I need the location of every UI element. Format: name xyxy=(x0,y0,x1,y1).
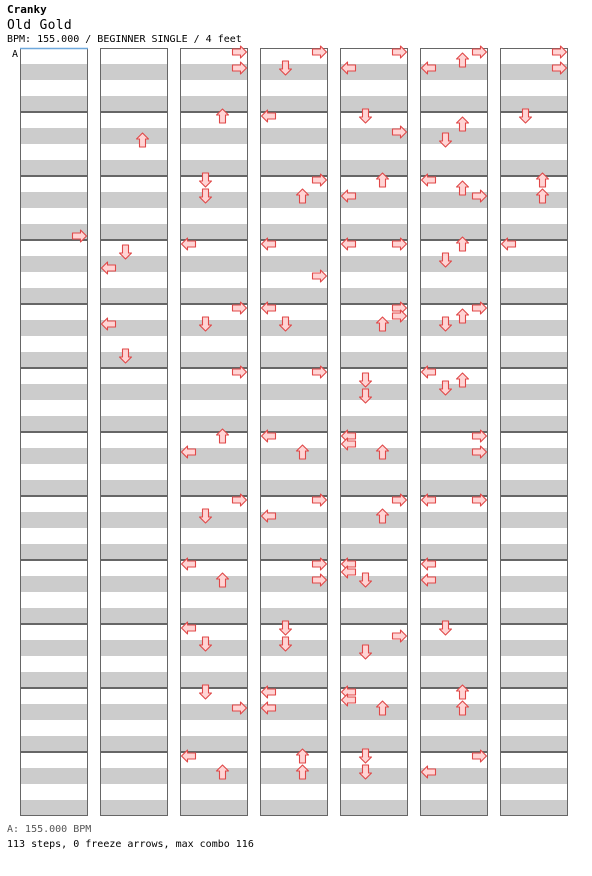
beat-stripe xyxy=(100,576,168,592)
beat-stripe xyxy=(260,800,328,816)
beat-stripe xyxy=(420,288,488,304)
beat-stripe xyxy=(500,640,568,656)
beat-stripe xyxy=(340,544,408,560)
beat-stripe xyxy=(20,384,88,400)
beat-stripe xyxy=(500,480,568,496)
beat-stripe xyxy=(100,608,168,624)
beat-stripe xyxy=(420,800,488,816)
beat-stripe xyxy=(500,224,568,240)
beat-stripe xyxy=(100,704,168,720)
beat-stripe xyxy=(500,544,568,560)
beat-stripe xyxy=(20,320,88,336)
beat-stripe xyxy=(420,96,488,112)
beat-stripe xyxy=(420,384,488,400)
beat-stripe xyxy=(420,320,488,336)
beat-stripe xyxy=(20,800,88,816)
beat-stripe xyxy=(260,736,328,752)
beat-stripe xyxy=(340,480,408,496)
chart-column xyxy=(20,48,88,816)
beat-stripe xyxy=(260,768,328,784)
beat-stripe xyxy=(420,256,488,272)
beat-stripe xyxy=(20,736,88,752)
beat-stripe xyxy=(420,480,488,496)
beat-stripe xyxy=(500,736,568,752)
chart-column xyxy=(180,48,248,816)
beat-stripe xyxy=(500,288,568,304)
beat-stripe xyxy=(20,704,88,720)
beat-stripe xyxy=(340,672,408,688)
beat-stripe xyxy=(420,736,488,752)
beat-stripe xyxy=(20,192,88,208)
beat-stripe xyxy=(20,352,88,368)
beat-stripe xyxy=(180,480,248,496)
chart-column xyxy=(100,48,168,816)
beat-stripe xyxy=(260,448,328,464)
beat-stripe xyxy=(500,608,568,624)
beat-stripe xyxy=(420,544,488,560)
beat-stripe xyxy=(500,320,568,336)
beat-stripe xyxy=(100,512,168,528)
beat-stripe xyxy=(20,160,88,176)
artist-name: Cranky xyxy=(7,3,47,16)
beat-stripe xyxy=(260,128,328,144)
beat-stripe xyxy=(260,64,328,80)
beat-stripe xyxy=(100,768,168,784)
beat-stripe xyxy=(20,288,88,304)
beat-stripe xyxy=(20,672,88,688)
beat-stripe xyxy=(260,416,328,432)
beat-stripe xyxy=(420,608,488,624)
beat-stripe xyxy=(20,576,88,592)
beat-stripe xyxy=(420,416,488,432)
beat-stripe xyxy=(20,608,88,624)
beat-stripe xyxy=(260,352,328,368)
beat-stripe xyxy=(100,480,168,496)
chart-column xyxy=(260,48,328,816)
beat-stripe xyxy=(100,384,168,400)
beat-stripe xyxy=(20,416,88,432)
beat-stripe xyxy=(260,608,328,624)
beat-stripe xyxy=(340,768,408,784)
beat-stripe xyxy=(180,288,248,304)
beat-stripe xyxy=(260,544,328,560)
beat-stripe xyxy=(100,160,168,176)
beat-stripe xyxy=(500,512,568,528)
beat-stripe xyxy=(500,800,568,816)
chart-column xyxy=(420,48,488,816)
beat-stripe xyxy=(500,352,568,368)
beat-stripe xyxy=(180,160,248,176)
beat-stripe xyxy=(260,384,328,400)
beat-stripe xyxy=(260,192,328,208)
beat-stripe xyxy=(260,96,328,112)
beat-stripe xyxy=(340,352,408,368)
beat-stripe xyxy=(100,96,168,112)
beat-stripe xyxy=(20,64,88,80)
beat-stripe xyxy=(20,512,88,528)
beat-stripe xyxy=(180,736,248,752)
beat-stripe xyxy=(260,288,328,304)
beat-stripe xyxy=(340,736,408,752)
beat-stripe xyxy=(420,672,488,688)
beat-stripe xyxy=(20,768,88,784)
beat-stripe xyxy=(340,384,408,400)
beat-stripe xyxy=(180,512,248,528)
beat-stripe xyxy=(180,608,248,624)
beat-stripe xyxy=(500,192,568,208)
beat-stripe xyxy=(340,160,408,176)
beat-stripe xyxy=(340,256,408,272)
beat-stripe xyxy=(500,96,568,112)
beat-stripe xyxy=(180,128,248,144)
beat-stripe xyxy=(340,320,408,336)
beat-stripe xyxy=(20,256,88,272)
beat-stripe xyxy=(180,768,248,784)
beat-stripe xyxy=(340,224,408,240)
beat-stripe xyxy=(100,544,168,560)
beat-stripe xyxy=(420,704,488,720)
beat-stripe xyxy=(260,672,328,688)
beat-stripe xyxy=(340,416,408,432)
beat-stripe xyxy=(340,704,408,720)
beat-stripe xyxy=(180,96,248,112)
beat-stripe xyxy=(500,672,568,688)
beat-stripe xyxy=(420,640,488,656)
beat-stripe xyxy=(100,352,168,368)
beat-stripe xyxy=(340,448,408,464)
beat-stripe xyxy=(20,544,88,560)
beat-stripe xyxy=(180,224,248,240)
chart-summary: 113 steps, 0 freeze arrows, max combo 116 xyxy=(7,839,254,850)
beat-stripe xyxy=(100,64,168,80)
beat-stripe xyxy=(180,352,248,368)
beat-stripe xyxy=(180,544,248,560)
beat-stripe xyxy=(100,416,168,432)
beat-stripe xyxy=(100,224,168,240)
beat-stripe xyxy=(500,128,568,144)
beat-stripe xyxy=(100,448,168,464)
beat-stripe xyxy=(340,608,408,624)
beat-stripe xyxy=(340,800,408,816)
beat-stripe xyxy=(180,800,248,816)
beat-stripe xyxy=(340,512,408,528)
beat-stripe xyxy=(420,160,488,176)
beat-stripe xyxy=(100,672,168,688)
beat-stripe xyxy=(180,192,248,208)
beat-stripe xyxy=(180,576,248,592)
beat-stripe xyxy=(260,640,328,656)
beat-stripe xyxy=(500,256,568,272)
beat-stripe xyxy=(180,640,248,656)
beat-stripe xyxy=(100,288,168,304)
beat-stripe xyxy=(260,320,328,336)
beat-stripe xyxy=(180,384,248,400)
beat-stripe xyxy=(20,96,88,112)
beat-stripe xyxy=(500,448,568,464)
beat-stripe xyxy=(260,256,328,272)
song-title: Old Gold xyxy=(7,18,73,33)
beat-stripe xyxy=(180,416,248,432)
beat-stripe xyxy=(420,128,488,144)
beat-stripe xyxy=(500,384,568,400)
bpm-change-marker: A xyxy=(12,49,19,60)
beat-stripe xyxy=(100,736,168,752)
beat-stripe xyxy=(340,640,408,656)
bpm-legend: A: 155.000 BPM xyxy=(7,824,92,835)
beat-stripe xyxy=(180,320,248,336)
beat-stripe xyxy=(500,704,568,720)
beat-stripe xyxy=(420,352,488,368)
beat-stripe xyxy=(180,672,248,688)
beat-stripe xyxy=(340,288,408,304)
beat-stripe xyxy=(100,640,168,656)
beat-stripe xyxy=(20,480,88,496)
beat-stripe xyxy=(500,768,568,784)
beat-stripe xyxy=(20,448,88,464)
beat-stripe xyxy=(420,224,488,240)
beat-stripe xyxy=(100,192,168,208)
beat-stripe xyxy=(420,512,488,528)
beat-stripe xyxy=(20,640,88,656)
chart-info: BPM: 155.000 / BEGINNER SINGLE / 4 feet xyxy=(7,34,242,45)
beat-stripe xyxy=(20,128,88,144)
beat-stripe xyxy=(500,416,568,432)
beat-stripe xyxy=(500,160,568,176)
beat-stripe xyxy=(260,160,328,176)
chart-column xyxy=(500,48,568,816)
beat-stripe xyxy=(500,576,568,592)
beat-stripe xyxy=(340,576,408,592)
beat-stripe xyxy=(180,256,248,272)
beat-stripe xyxy=(260,480,328,496)
beat-stripe xyxy=(100,128,168,144)
beat-stripe xyxy=(260,224,328,240)
beat-stripe xyxy=(100,800,168,816)
beat-stripe xyxy=(340,96,408,112)
